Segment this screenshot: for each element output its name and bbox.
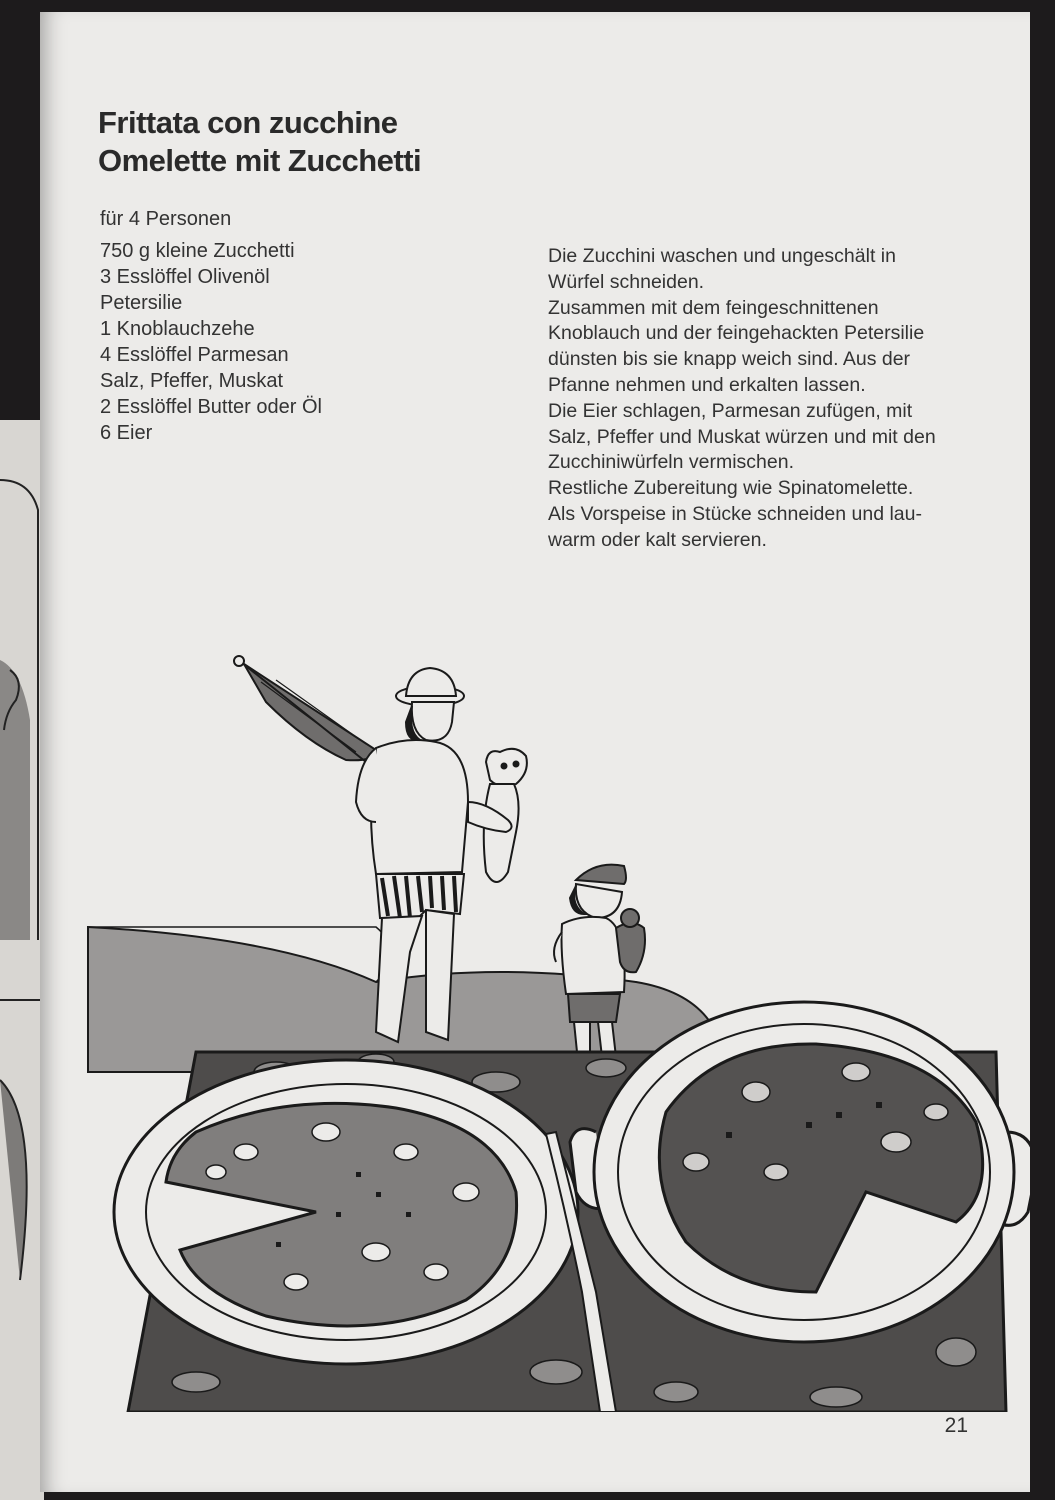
instruction-line: Pfanne nehmen und erkalten lassen. <box>548 373 866 396</box>
ingredient-item: 3 Esslöffel Olivenöl <box>100 266 270 288</box>
instructions <box>548 244 936 554</box>
page-number: 21 <box>944 1414 968 1437</box>
instruction-line: Zusammen mit dem feingeschnittenen <box>548 296 879 319</box>
ingredient-item: 2 Esslöffel Butter oder Öl <box>100 396 322 418</box>
previous-page-edge <box>0 420 44 1500</box>
instruction-line: Als Vorspeise in Stücke schneiden und lau- <box>548 502 922 525</box>
previous-page-illustration <box>0 420 44 1500</box>
recipe-title <box>98 104 421 180</box>
ingredient-item: 4 Esslöffel Parmesan <box>100 344 289 366</box>
beach-umbrella <box>234 656 376 762</box>
dog-figure <box>468 749 527 882</box>
left-plate <box>114 1060 578 1364</box>
instruction-line: Würfel schneiden. <box>548 270 705 293</box>
ingredient-item: Petersilie <box>100 292 183 314</box>
beach-frittata-illustration <box>76 652 1030 1412</box>
ingredient-item: Salz, Pfeffer, Muskat <box>100 370 284 392</box>
ingredient-item: 6 Eier <box>100 422 153 444</box>
title-german: Omelette mit Zucchetti <box>98 143 422 178</box>
instruction-line: Die Eier schlagen, Parmesan zufügen, mit <box>548 399 913 422</box>
cookbook-page <box>40 12 1030 1492</box>
instruction-line: dünsten bis sie knapp weich sind. Aus der <box>548 348 911 371</box>
servings: für 4 Personen <box>100 208 232 230</box>
title-italian: Frittata con zucchine <box>98 105 398 140</box>
instruction-line: Knoblauch und der feingehackten Petersilie <box>548 322 925 345</box>
ingredient-list <box>100 238 322 446</box>
instruction-line: Die Zucchini waschen und ungeschält in <box>548 245 896 267</box>
instruction-line: Restliche Zubereitung wie Spinatomelette. <box>548 477 914 500</box>
instruction-line: Salz, Pfeffer und Muskat würzen und mit den <box>548 425 936 448</box>
instruction-line: warm oder kalt servieren. <box>548 528 767 551</box>
ingredient-item: 750 g kleine Zucchetti <box>100 240 295 262</box>
ingredient-item: 1 Knoblauchzehe <box>100 318 255 340</box>
instruction-line: Zucchiniwürfeln vermischen. <box>548 451 795 474</box>
